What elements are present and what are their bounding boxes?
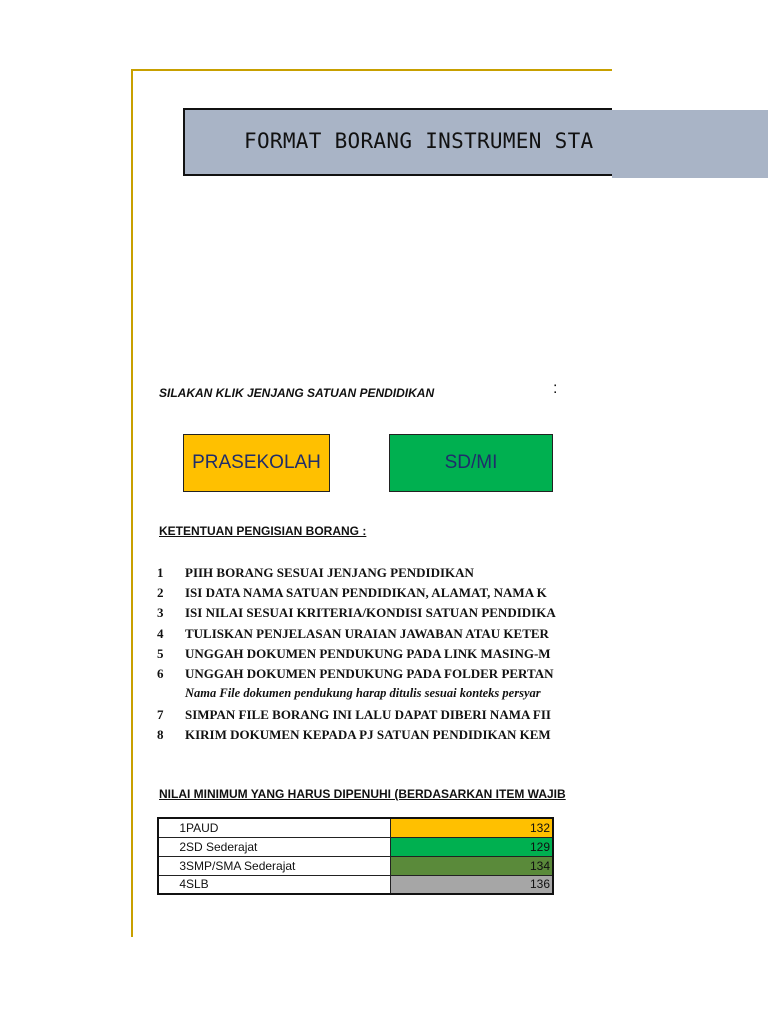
table-row (158, 856, 553, 875)
prompt-colon: : (553, 380, 558, 397)
row-value: 132 (390, 818, 553, 837)
rule-text: KIRIM DOKUMEN KEPADA PJ SATUAN PENDIDIKAN KEM (185, 727, 551, 742)
page-title: FORMAT BORANG INSTRUMEN STA (244, 129, 594, 153)
rule-text: UNGGAH DOKUMEN PENDUKUNG PADA LINK MASING-M (185, 646, 551, 661)
rule-text: SIMPAN FILE BORANG INI LALU DAPAT DIBERI NAMA FII (185, 707, 551, 722)
row-number: 3 (158, 856, 186, 875)
row-label: SLB (186, 875, 390, 894)
rules-heading: KETENTUAN PENGISIAN BORANG : (159, 524, 367, 538)
row-number: 4 (158, 875, 186, 894)
prasekolah-button[interactable] (183, 434, 330, 492)
title-banner-extension (612, 110, 768, 178)
rule-text: ISI DATA NAMA SATUAN PENDIDIKAN, ALAMAT, NAMA K (185, 585, 547, 600)
sd-mi-button-label: SD/MI (444, 452, 498, 473)
rule-number: 8 (157, 727, 164, 742)
rule-number: 7 (157, 707, 164, 722)
level-select-prompt: SILAKAN KLIK JENJANG SATUAN PENDIDIKAN (159, 386, 435, 400)
rule-number: 6 (157, 666, 164, 681)
rule-text: ISI NILAI SESUAI KRITERIA/KONDISI SATUAN PENDIDIKA (185, 605, 556, 620)
row-value: 136 (390, 875, 553, 894)
table-row (158, 875, 553, 894)
rule-number: 3 (157, 605, 164, 620)
rule-number: 5 (157, 646, 164, 661)
rule-text: TULISKAN PENJELASAN URAIAN JAWABAN ATAU KETER (185, 626, 549, 641)
row-value: 134 (390, 856, 553, 875)
rule-number: 4 (157, 626, 164, 641)
left-border-line (131, 69, 133, 937)
rule-text: PIIH BORANG SESUAI JENJANG PENDIDIKAN (185, 565, 474, 580)
minimum-score-table (157, 817, 554, 895)
minimum-score-heading: NILAI MINIMUM YANG HARUS DIPENUHI (BERDASARKAN ITEM WAJIB (159, 787, 566, 801)
table-row (158, 837, 553, 856)
sd-mi-button[interactable] (389, 434, 553, 492)
rule-number: 2 (157, 585, 164, 600)
table-row (158, 818, 553, 837)
row-value: 129 (390, 837, 553, 856)
row-label: SD Sederajat (186, 837, 390, 856)
prasekolah-button-label: PRASEKOLAH (192, 452, 321, 473)
rule-number: 1 (157, 565, 164, 580)
rule-text: UNGGAH DOKUMEN PENDUKUNG PADA FOLDER PERTAN (185, 666, 554, 681)
row-label: SMP/SMA Sederajat (186, 856, 390, 875)
top-border-line (131, 69, 612, 71)
row-number: 1 (158, 818, 186, 837)
row-number: 2 (158, 837, 186, 856)
rule-note: Nama File dokumen pendukung harap ditulis sesuai konteks persyar (185, 686, 541, 700)
row-label: PAUD (186, 818, 390, 837)
